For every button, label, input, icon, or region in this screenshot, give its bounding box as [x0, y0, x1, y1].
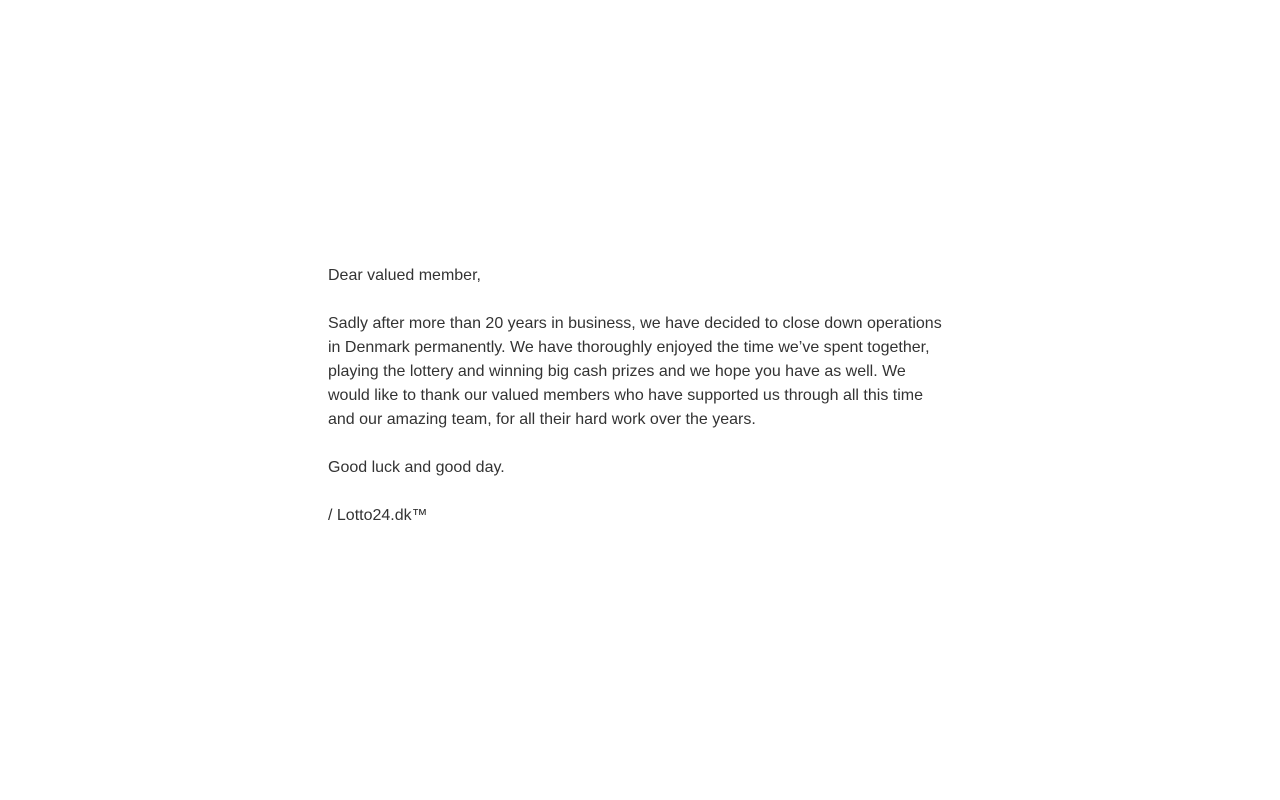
body-paragraph-text: Sadly after more than 20 years in business, we have decided to close down operations in Denmark permanently. We have thoroughly enjoyed the time we’ve spent together, playing the lottery and winning big cash prizes and we hope you have as well. We would like to thank our valued members who have supported us through all this time and our amazing team, for all their hard work over the years. — [328, 315, 942, 428]
closing-text: Good luck and good day. — [328, 459, 505, 476]
salutation-text: Dear valued member, — [328, 267, 481, 284]
signature-text: / Lotto24.dk™ — [328, 507, 428, 524]
closure-notice — [328, 264, 952, 528]
